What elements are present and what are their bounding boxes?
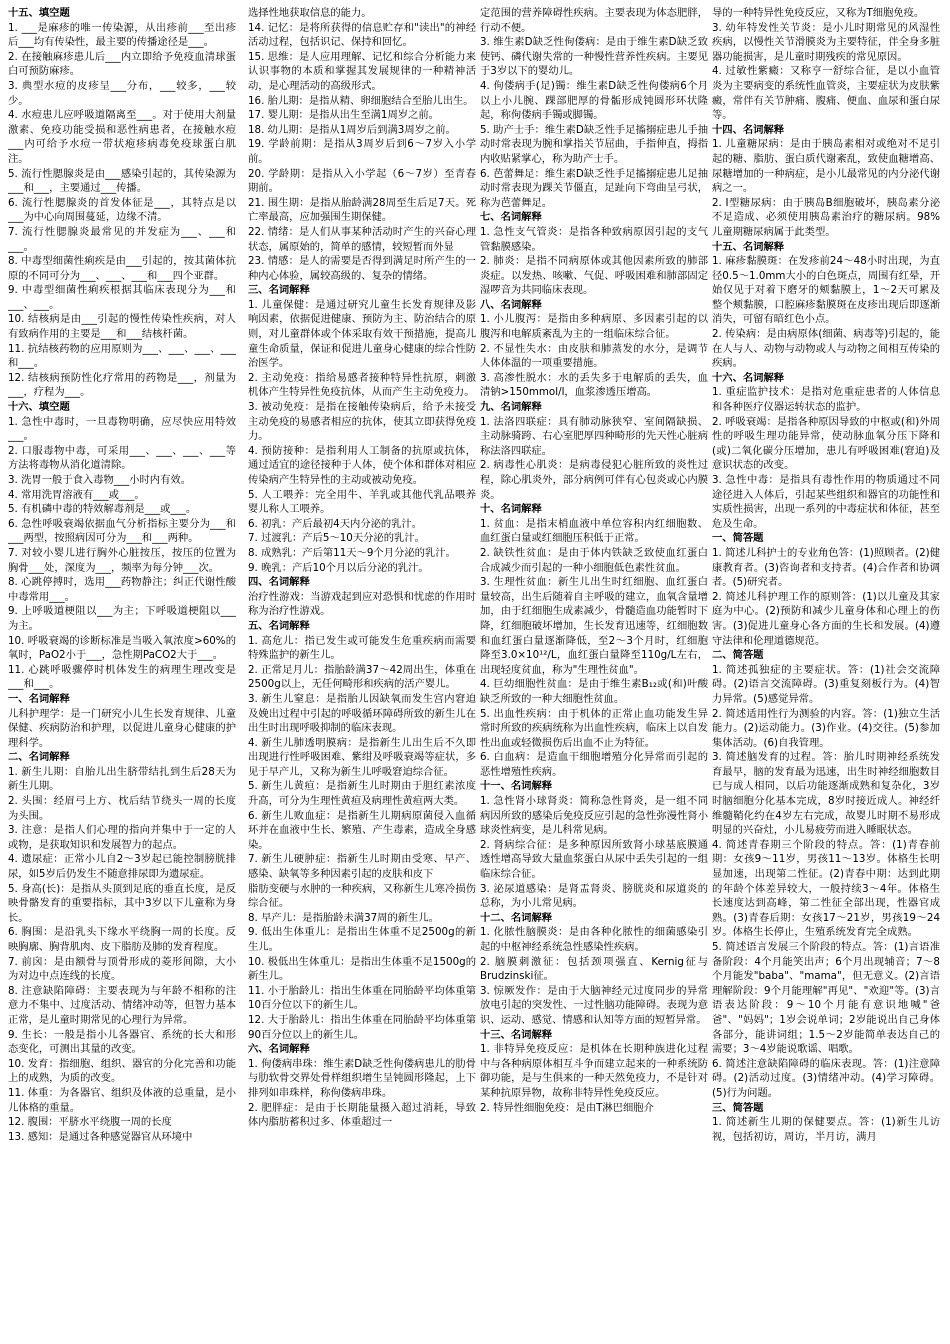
section-heading: 十、名词解释 [480,503,542,516]
paragraph: 5. 助产士手：维生素D缺乏性手足搐搦症患儿手抽动时常表现为腕和掌指关节屈曲，手指伸直，拇指内收贴紧掌心，称为助产士手。 [480,123,708,165]
paragraph: 1. 麻疹黏膜斑：在发疹前24～48小时出现，为直径0.5～1.0mm大小的白色斑点，周围有红晕，开始仅见于对着下磨牙的颊黏膜上，1～2天可累及整个颊黏膜，口腔麻疹黏膜斑在皮疹出现后即逐渐消失，可留有暗红色小点。 [712,255,940,326]
paragraph: 6. 简述注意缺陷障碍的临床表现。答：(1)注意障碍。(2)活动过度。(3)情绪冲动。(4)学习障碍。(5)行为问题。 [712,1057,940,1099]
paragraph: 2. 在接触麻疹患儿后___内立即给予免疫血清球蛋白可预防麻疹。 [8,50,236,78]
paragraph: 1. 简述孤独症的主要症状。答：(1)社会交流障碍。(2)语言交流障碍。(3)重复刻板行为。(4)智力异常。(5)感觉异常。 [712,663,940,705]
text-column-3 [480,6,708,1340]
paragraph: 3. 新生儿窒息：是指胎儿因缺氧而发生宫内窘迫及娩出过程中引起的呼吸循环障碍所致的新生儿在出生时出现呼吸抑制的临床表现。 [248,692,476,735]
paragraph: 8. 中毒型细菌性痢疾是由___引起的，按其菌体抗原的不同可分为___、___、___和___四个亚群。 [8,255,236,282]
paragraph: 3. 典型水痘的皮疹呈___分布，___较多，___较少。 [8,79,236,107]
paragraph: 8. 早产儿：是指胎龄未满37周的新生儿。 [248,911,439,924]
paragraph: 儿科护理学：是一门研究小儿生长发育规律、儿童保健、疾病防治和护理，以促进儿童身心健康的护理科学。 [8,707,236,749]
paragraph: 12. 结核病预防性化疗常用的药物是___，剂量为___，疗程为___。 [8,371,236,399]
paragraph: 7. 流行性腮腺炎最常见的并发症为___、___和___。 [8,225,236,253]
paragraph: 5. 新生儿黄疸：是指新生儿时期由于胆红素浓度升高，可分为生理性黄疸及病理性黄疸两大类。 [248,780,476,808]
paragraph: 导的一种特异性免疫反应，又称为T细胞免疫。 [712,7,925,19]
paragraph: 20. 学龄期：是指从入小学起（6～7岁）至青春期前。 [248,167,476,195]
paragraph: 2. 脑膜刺激征：包括颈项强直、Kernig征与Brudzinski征。 [480,955,708,983]
paragraph: 11. 抗结核药物的应用原则为___、___、___、___和___。 [8,342,236,370]
paragraph: 1. 急性中毒时，一旦毒物明确，应尽快应用特效___。 [8,415,236,443]
paragraph: 定范围的营养障碍性疾病。主要表现为体态肥胖，行动不便。 [480,7,708,34]
section-heading: 十四、名词解释 [712,123,785,136]
paragraph: 12. 大于胎龄儿：指出生体重在同胎龄平均体重第90百分位以上的新生儿。 [248,1013,476,1041]
section-heading: 二、简答题 [712,649,764,662]
paragraph: 4. 新生儿肺透明膜病：是指新生儿出生后不久即出现进行性呼吸困难、紫绀及呼吸衰竭等症状，多见于早产儿，又称为新生儿呼吸窘迫综合征。 [248,736,476,778]
paragraph: 4. 水痘患儿应呼吸道隔离至___。对于使用大剂量激素、免疫功能受损和恶性病患者，在接触水痘___内可给予水痘一带状疱疹病毒免疫球蛋白肌注。 [8,109,236,165]
section-heading: 十五、填空题 [8,7,70,19]
paragraph: 1. 重症监护技术：是指对危重症患者的人体信息和各种医疗仪器运转状态的监护。 [712,386,940,414]
paragraph: 7. 过渡乳：产后5～10天分泌的乳汁。 [248,532,425,545]
section-heading: 五、名词解释 [248,619,310,632]
paragraph: 7. 新生儿硬肿症：指新生儿时期由受寒、早产、感染、缺氧等多种因素引起的皮肤和皮下 [248,853,476,881]
paragraph: 10. 结核病是由___引起的慢性传染性疾病，对人有致病作用的主要是___和___结核杆菌。 [8,313,236,341]
section-heading: 十一、名词解释 [480,780,553,793]
paragraph: 4. 巨幼细胞性贫血：是由于维生素B₁₂或(和)叶酸缺乏所致的一种大细胞性贫血。 [480,678,708,705]
section-heading: 七、名词解释 [480,211,542,224]
paragraph: 1. 简述新生儿期的保健要点。答：(1)新生儿访视，包括初访，周访，半月访，满月 [712,1116,940,1143]
paragraph: 脂肪变硬与水肿的一种疾病，又称新生儿寒冷损伤综合征。 [248,882,476,910]
paragraph: 12. 腹围：平脐水平绕腹一周的长度 [8,1116,172,1129]
section-heading: 十三、名词解释 [480,1028,553,1041]
paragraph: 2. 呼吸衰竭：是指各种原因导致的中枢或(和)外周性的呼吸生理功能异常，使动脉血氧分压下降和(或)二氧化碳分压增加，患儿有呼吸困难(窘迫)及意识状态的改变。 [712,415,940,472]
paragraph: 7. 前囟：是由额骨与顶骨形成的菱形间隙，大小为对边中点连线的长度。 [8,955,236,983]
section-heading: 二、名词解释 [8,751,70,764]
paragraph: 7. 对较小婴儿进行胸外心脏按压，按压的位置为胸骨___处，深度为___，频率为每分钟___次。 [8,546,236,574]
paragraph: 6. 白血病：是造血干细胞增殖分化异常而引起的恶性增殖性疾病。 [480,751,708,778]
paragraph: 9. 低出生体重儿：是指出生体重不足2500g的新生儿。 [248,926,476,953]
paragraph: 4. 遗尿症：正常小儿自2～3岁起已能控制膀胱排尿，如5岁后仍发生不随意排尿即为遗尿症。 [8,853,236,881]
paragraph: 10. 发育：指细胞、组织、器官的分化完善和功能上的成熟，为质的改变。 [8,1057,236,1085]
paragraph: 2. 主动免疫：指给易感者接种特异性抗原，刺激机体产生特异性免疫抗体，从而产生主动免疫力。 [248,371,476,399]
paragraph: 1. 非特异免疫反应：是机体在长期种族进化过程中与各种病原体相互斗争而建立起来的一种系统防御功能，是与生俱来的一种天然免疫力，不是针对某种抗原异物，故称非特异性免疫反应。 [480,1043,708,1099]
paragraph: 6. 初乳：产后最初4天内分泌的乳汁。 [248,517,423,530]
section-heading: 四、名词解释 [248,576,310,589]
paragraph: 2. 简述儿科护理工作的原则答：(1)以儿童及其家庭为中心。(2)预防和减少儿童身体和心理上的伤害。(3)促进儿童身心各方面的生长和发展。(4)遵守法律和伦理道德规范。 [712,590,940,647]
paragraph: 5. 人工喂养：完全用牛、羊乳或其他代乳品喂养婴儿称人工喂养。 [248,488,476,516]
paragraph: 1. 法洛四联症：具有肺动脉狭窄、室间隔缺损、主动脉骑跨、右心室肥厚四种畸形的先天性心脏病称法洛四联症。 [480,415,708,457]
paragraph: 8. 注意缺陷障碍：主要表现为与年龄不相称的注意力不集中、过度活动、情绪冲动等，但智力基本正常，是儿童时期常见的心理行为异常。 [8,984,236,1026]
paragraph: 1. 儿童保健：是通过研究儿童生长发育规律及影响因素，依据促进健康、预防为主、防治结合的原则，对儿童群体或个体采取有效干预措施，提高儿童生命质量，保证和促进儿童身心健康的综合性防治医学。 [248,298,476,370]
paragraph: 16. 胎儿期：是指从精、卵细胞结合至胎儿出生。 [248,94,474,107]
section-heading: 一、简答题 [712,532,764,545]
paragraph: 4. 预防接种：是指利用人工制备的抗原或抗体，通过适宜的途径接种于人体，使个体和群体对相应传染病产生特异性的主动或被动免疫。 [248,444,476,486]
paragraph: 4. 佝偻病手(足)镯：维生素D缺乏性佝偻病6个月以上小儿腕、踝部肥厚的骨骺形成钝圆形环状隆起，称佝偻病手镯或脚镯。 [480,79,708,122]
paragraph: 2. 简述适用性行为测验的内容。答：(1)独立生活能力。(2)运动能力。(3)作业。(4)交往。(5)参加集体活动。(6)自我管理。 [712,707,940,749]
paragraph: 3. 惊厥发作：是由于大脑神经元过度同步的异常放电引起的突发性、一过性脑功能障碍。表现为意识、运动、感觉、情感和认知等方面的短暂异常。 [480,984,708,1026]
paragraph: 2. 病毒性心肌炎：是病毒侵犯心脏所致的炎性过程，除心肌炎外，部分病例可伴有心包炎或心内膜炎。 [480,459,708,501]
paragraph: 1. ___是麻疹的唯一传染源，从出疹前___至出疹后___均有传染性，最主要的传播途径是___。 [8,21,236,49]
paragraph: 6. 流行性腮腺炎的首发体征是___，其特点是以___为中心向周围蔓延，边缘不清。 [8,196,236,224]
text-column-1 [8,6,236,1340]
paragraph: 3. 生理性贫血：新生儿出生时红细胞、血红蛋白量较高，出生后随着自主呼吸的建立，血氧含量增加，由于红细胞生成素减少，骨髓造血功能暂时下降，红细胞破坏增加，生长发育迅速等，红细胞数和血红蛋白量逐渐降低，至2～3个月时，红细胞降至3.0×10¹²/L，血红蛋白量降至110g/L左右，出现轻度贫血，称为"生理性贫血"。 [480,576,708,676]
paragraph: 1. 高危儿：指已发生或可能发生危重疾病而需要特殊监护的新生儿。 [248,634,476,662]
paragraph: 3. 洗胃一般于食入毒物___小时内有效。 [8,474,191,486]
paragraph: 2. 不显性失水：由皮肤和肺蒸发的水分，是调节人体体温的一项重要措施。 [480,342,708,370]
section-heading: 一、名词解释 [8,692,70,705]
paragraph: 6. 急性呼吸衰竭依据血气分析指标主要分为___和___两型，按照病因可分为___和___两种。 [8,517,236,545]
paragraph: 4. 过敏性紫癜：又称亨一舒综合征，是以小血管炎为主要病变的系统性血管炎，主要症状为皮肤紫癜，常伴有关节肿痛、腹痛、便血、血尿和蛋白尿等。 [712,65,940,122]
paragraph: 18. 幼儿期：是指从1周岁后到满3周岁之前。 [248,123,456,136]
section-heading: 三、名词解释 [248,284,310,297]
paragraph: 1. 化脓性脑膜炎：是由各种化脓性的细菌感染引起的中枢神经系统急性感染性疾病。 [480,926,708,953]
paragraph: 8. 心跳停搏时，选用___药物静注；纠正代谢性酸中毒常用___。 [8,576,236,603]
paragraph: 2. 正常足月儿：指胎龄满37～42周出生，体重在2500g以上，无任何畸形和疾病的活产婴儿。 [248,663,476,691]
paragraph: 1. 儿童糖尿病：是由于胰岛素相对或绝对不足引起的糖、脂肪、蛋白质代谢紊乱，致使血糖增高、尿糖增加的一种病症，是小儿最常见的内分泌代谢病之一。 [712,138,940,195]
text-column-2 [248,6,476,1340]
paragraph: 1. 新生儿期：自胎儿出生脐带结扎到生后28天为新生儿期。 [8,765,236,793]
paragraph: 5. 身高(长)：是指从头顶到足底的垂直长度，是反映骨骼发育的重要指标，其中3岁以下儿童称为身长。 [8,882,236,924]
paragraph: 1. 佝偻病串珠：维生素D缺乏性佝偻病患儿的肋骨与肋软骨交界处骨样组织增生呈钝圆形隆起，上下排列如串珠样，称佝偻病串珠。 [248,1057,476,1099]
paragraph: 5. 流行性腮腺炎是由___感染引起的，其传染源为___和___，主要通过___传播。 [8,167,236,195]
paragraph: 治疗性游戏：当游戏起到应对恐惧和忧虑的作用时称为治疗性游戏。 [248,590,476,618]
paragraph: 2. 头围：经眉弓上方、枕后结节绕头一周的长度为头围。 [8,795,236,822]
paragraph: 9. 晚乳：产后10个月以后分泌的乳汁。 [248,561,429,574]
paragraph: 2. 传染病：是由病原体(细菌、病毒等)引起的，能在人与人、动物与动物或人与动物之间相互传染的疾病。 [712,328,940,370]
paragraph: 9. 上呼吸道梗阻以___为主；下呼吸道梗阻以___为主。 [8,605,236,632]
paragraph: 6. 新生儿败血症：是指新生儿期病原菌侵入血循环并在血液中生长、繁殖、产生毒素，造成全身感染。 [248,809,476,851]
paragraph: 3. 泌尿道感染：是肾盂肾炎、膀胱炎和尿道炎的总称，为小儿常见病。 [480,882,708,910]
paragraph: 3. 简述脑发育的过程。答：胎儿时期神经系统发育最早，脑的发育最为迅速，出生时神经细胞数目已与成人相同，以后功能逐渐成熟和复杂化，3岁时脑细胞分化基本完成，8岁时接近成人。神经纤维髓鞘化约在4岁左右完成，故婴儿时期不易形成明显的兴奋灶，小儿易疲劳而进入睡眠状态。 [712,751,940,837]
section-heading: 八、名词解释 [480,298,542,311]
section-heading: 九、名词解释 [480,401,542,414]
paragraph: 3. 幼年特发性关节炎：是小儿时期常见的风湿性疾病，以慢性关节滑膜炎为主要特征，伴全身多脏器功能损害，是儿童时期残疾的常见原因。 [712,21,940,63]
paragraph: 3. 高渗性脱水：水的丢失多于电解质的丢失，血清钠>150mmol/l，血浆渗透压增高。 [480,371,708,399]
paragraph: 23. 情感：是人的需要是否得到满足时所产生的一种内心体验，属较高级的、复杂的情绪。 [248,255,476,282]
paragraph: 22. 情绪：是人们从事某种活动时产生的兴奋心理状态，属原始的，简单的感情，较短暂而外显 [248,225,476,253]
paragraph: 2. 口服毒物中毒，可采用___、___、___、___等方法将毒物从消化道清除。 [8,444,236,472]
paragraph: 4. 简述青春期三个阶段的特点。答：(1)青春前期：女孩9～11岁，男孩11～13岁。体格生长明显加速，出现第二性征。(2)青春中期：达到此期的年龄个体差异较大，一般持续3～4年。体格生长速度达到高峰，第二性征全部出现，性器官成熟。(3)青春后期：女孩17～21岁，男孩19～24岁。体格生长停止，生殖系统发育完全成熟。 [712,838,940,939]
paragraph: 1. 简述儿科护士的专业角色答：(1)照顾者。(2)健康教育者。(3)咨询者和支持者。(4)合作者和协调者。(5)研究者。 [712,546,940,589]
paragraph: 3. 急性中毒：是指具有毒性作用的物质通过不同途径进入人体后，引起某些组织和器官的功能性和实质性损害，出现一系列的中毒症状和体征，甚至危及生命。 [712,474,940,530]
paragraph: 3. 被动免疫：是指在接触传染病后，给予未接受主动免疫的易感者相应的抗体，使其立即获得免疫力。 [248,401,476,443]
paragraph: 2. 肾病综合征：是多种原因所致肾小球基底膜通透性增高导致大量血浆蛋白从尿中丢失引起的一组临床综合征。 [480,838,708,881]
paragraph: 10. 极低出生体重儿：是指出生体重不足1500g的新生儿。 [248,955,476,983]
paragraph: 6. 芭蕾舞足：维生素D缺乏性手足搐搦症患儿足抽动时常表现为踝关节僵直，足趾向下弯曲呈弓状，称为芭蕾舞足。 [480,167,708,209]
section-heading: 六、名词解释 [248,1043,310,1056]
paragraph: 17. 婴儿期：是指从出生至满1周岁之前。 [248,109,439,122]
paragraph: 1. 小儿腹泻：是指由多种病原、多因素引起的以腹泻和电解质紊乱为主的一组临床综合征。 [480,313,708,341]
section-heading: 十六、名词解释 [712,371,785,384]
paragraph: 2. I型糖尿病：由于胰岛B细胞破坏，胰岛素分泌不足造成、必须使用胰岛素治疗的糖尿病。98%儿童期糖尿病属于此类型。 [712,196,940,238]
paragraph: 11. 心跳呼吸骤停时机体发生的病理生理改变是___和___。 [8,663,236,691]
paragraph: 2. 肺炎：是指不同病原体或其他因素所致的肺部炎症。以发热、咳嗽、气促、呼吸困难和肺部固定湿啰音为共同临床表现。 [480,255,708,297]
paragraph: 10. 呼吸衰竭的诊断标准是当吸入氧浓度>60%的氧时，PaO2小于___，急性期PaCO2大于___。 [8,634,236,662]
paragraph: 4. 常用洗胃溶液有___或___。 [8,488,145,501]
paragraph: 19. 学龄前期：是指从3周岁后到6～7岁入小学前。 [248,138,476,165]
paragraph: 14. 记忆：是将所获得的信息贮存和"读出"的神经活动过程，包括识记、保持和回忆。 [248,21,476,49]
paragraph: 15. 思维：是人应用理解、记忆和综合分析能力来认识事物的本质和掌握其发展规律的一种精神活动，是心理活动的高级形式。 [248,50,476,92]
paragraph: 选择性地获取信息的能力。 [248,7,372,19]
section-heading: 十六、填空题 [8,401,70,414]
paragraph: 1. 急性支气管炎：是指各种致病原因引起的支气管黏膜感染。 [480,225,708,253]
section-heading: 十五、名词解释 [712,240,785,253]
paragraph: 5. 出血性疾病：由于机体的正常止血功能发生异常时所致的疾病统称为出血性疾病，临床上以自发性出血或轻微损伤后出血不止为特征。 [480,707,708,749]
paragraph: 11. 体重：为各器官、组织及体液的总重量，是小儿体格的重量。 [8,1086,236,1114]
paragraph: 2. 特异性细胞免疫：是由T淋巴细胞介 [480,1101,654,1114]
paragraph: 6. 胸围：是沿乳头下缘水平绕胸一周的长度。反映胸廓、胸背肌肉、皮下脂肪及肺的发育程度。 [8,926,236,953]
paragraph: 11. 小于胎龄儿：指出生体重在同胎龄平均体重第10百分位以下的新生儿。 [248,984,476,1012]
paragraph: 3. 注意：是指人们心理的指向并集中于一定的人或物，是获取知识和发展智力的起点。 [8,824,236,851]
section-heading: 十二、名词解释 [480,911,553,924]
paragraph: 3. 维生素D缺乏性佝偻病：是由于维生素D缺乏致使钙、磷代谢失常的一种慢性营养性疾病。主要见于3岁以下的婴幼儿。 [480,36,708,78]
paragraph: 5. 有机磷中毒的特效解毒剂是___或___。 [8,503,197,516]
paragraph: 5. 简述语言发展三个阶段的特点。答：(1)言语准备阶段：4个月能笑出声；6个月出现辅音；7～8个月能发"baba"、"mama"，但无意义。(2)言语理解阶段：9个月能理解"再见"、"欢迎"等。(3)言语表达阶段：9～10个月能有意识地喊"爸爸"、"妈妈"；1岁会说单词；2岁能说出自己身体各部分，能讲词组；1.5～2岁能简单表达自己的需要；3～4岁能说歌谣、唱歌。 [712,941,940,1056]
paragraph: 2. 缺铁性贫血：是由于体内铁缺乏致使血红蛋白合成减少而引起的一种小细胞低色素性贫血。 [480,546,708,574]
paragraph: 1. 贫血：是指末梢血液中单位容积内红细胞数、血红蛋白量或红细胞压积低于正常。 [480,517,708,545]
paragraph: 9. 生长：一般是指小儿各器官、系统的长大和形态变化，可测出其量的改变。 [8,1028,236,1056]
section-heading: 三、简答题 [712,1101,764,1114]
paragraph: 8. 成熟乳：产后第11天～9个月分泌的乳汁。 [248,546,456,559]
paragraph: 13. 感知：是通过各种感觉器官从环境中 [8,1130,193,1143]
paragraph: 1. 急性肾小球肾炎：简称急性肾炎，是一组不同病因所致的感染后免疫反应引起的急性弥漫性肾小球炎性病变，是儿科常见病。 [480,795,708,837]
paragraph: 21. 围生期：是指从胎龄满28周至生后足7天。死亡率最高，应加强围生期保健。 [248,196,476,224]
paragraph: 2. 肥胖症：是由于长期能量摄入超过消耗，导致体内脂肪蓄积过多、体重超过一 [248,1101,476,1129]
text-column-4 [712,6,940,1340]
paragraph: 9. 中毒型细菌性痢疾根据其临床表现分为___和___、___。 [8,284,236,311]
